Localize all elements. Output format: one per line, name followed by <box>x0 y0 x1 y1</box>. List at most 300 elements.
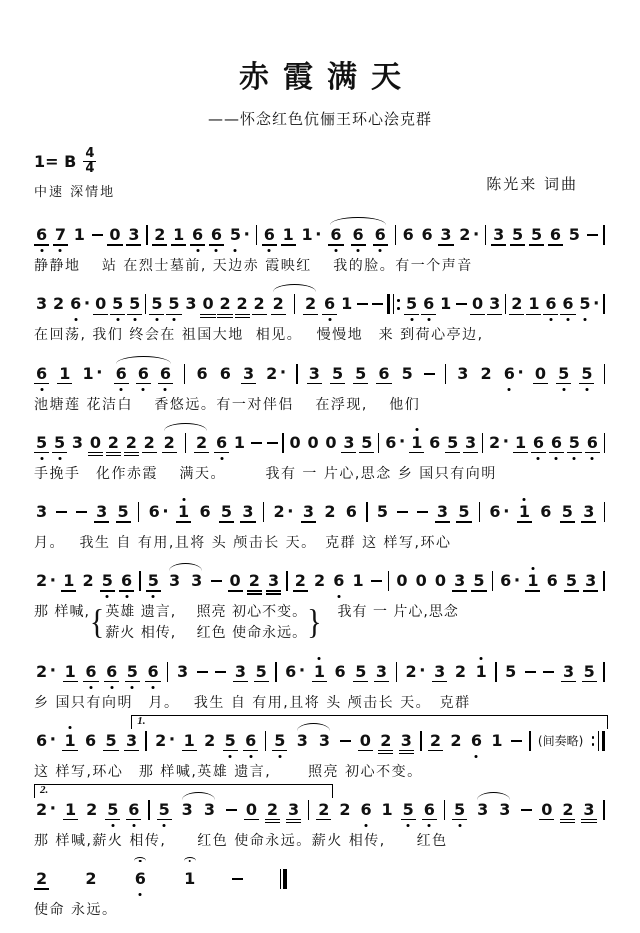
low-octave-dot <box>152 686 155 689</box>
note-digit: 6 <box>148 502 160 522</box>
beam-underline <box>200 314 215 315</box>
note-digit: 6 <box>115 366 128 382</box>
beam-underline <box>539 819 554 820</box>
barline <box>294 294 295 314</box>
time-signature <box>83 147 96 175</box>
tied-note-group <box>113 363 174 383</box>
beam-underline <box>146 590 161 591</box>
note <box>244 730 257 750</box>
note-digit: 1 <box>313 664 326 680</box>
beam-underline <box>126 244 141 245</box>
note-digit: 3 <box>583 502 595 522</box>
beam-underline <box>351 244 366 245</box>
augmentation-dot: · <box>315 224 322 245</box>
barline <box>485 225 486 245</box>
beam-underline <box>330 383 345 384</box>
beam-underline <box>93 314 108 315</box>
low-octave-dot <box>196 249 199 252</box>
beam-underline <box>114 383 129 384</box>
note <box>499 570 521 591</box>
note <box>101 573 114 589</box>
note-digit: 5 <box>376 502 388 522</box>
note <box>35 801 56 818</box>
note-digit: 3 <box>440 225 452 245</box>
note-digit: 3 <box>203 799 215 819</box>
key-tempo-block <box>34 147 115 200</box>
beam-underline <box>581 819 596 820</box>
note-digit: 3 <box>71 432 84 452</box>
duration-dash <box>232 878 243 880</box>
beam-underline <box>241 383 256 384</box>
note-digit: 3 <box>493 225 505 245</box>
low-octave-dot <box>220 457 223 460</box>
low-octave-dot <box>215 249 218 252</box>
note-digit: 3 <box>125 730 138 750</box>
tied-note-group <box>327 227 388 243</box>
note-digit: 0 <box>434 571 447 591</box>
beam-underline <box>404 314 419 315</box>
note <box>203 730 216 750</box>
beam-underline <box>517 521 532 522</box>
note <box>338 799 351 819</box>
note-digit: 2 <box>450 730 462 750</box>
augmentation-dot: · <box>96 363 103 384</box>
beam-underline <box>322 314 337 315</box>
note <box>35 663 56 680</box>
duration-dash <box>340 740 351 742</box>
note <box>294 573 307 589</box>
beam-underline <box>548 244 563 245</box>
note <box>404 663 425 680</box>
score-line <box>34 349 606 414</box>
note-digit: 0 <box>472 294 484 314</box>
note <box>196 363 209 383</box>
note-digit: 6 <box>210 227 223 243</box>
note <box>220 504 233 520</box>
note-digit: 3 <box>477 799 489 819</box>
note <box>143 432 156 452</box>
note-digit: 5 <box>505 661 517 681</box>
beam-underline <box>34 888 49 889</box>
duration-dash <box>56 511 67 513</box>
note-digit: 6 <box>199 502 211 522</box>
score-lines <box>34 210 606 919</box>
note-digit: 0 <box>534 363 547 383</box>
note <box>510 296 523 312</box>
beam-underline <box>513 452 528 453</box>
notation-line <box>34 292 606 316</box>
note <box>453 799 466 819</box>
note-digit: 6 <box>546 571 558 591</box>
barline <box>366 502 367 522</box>
barline <box>308 800 309 820</box>
high-octave-dot <box>69 726 72 729</box>
note-digit: 2 <box>454 661 466 681</box>
score-line <box>34 418 606 483</box>
note <box>511 227 524 243</box>
beam-underline <box>63 681 78 682</box>
note-digit: 5 <box>458 502 470 522</box>
note <box>323 296 336 312</box>
note <box>359 730 372 750</box>
barline <box>139 571 140 591</box>
note-digit: 2 <box>107 435 120 451</box>
barline <box>148 800 149 820</box>
key-signature <box>34 147 115 175</box>
note <box>104 730 117 750</box>
note <box>457 504 470 520</box>
note <box>120 573 133 589</box>
note <box>89 432 102 452</box>
low-octave-dot <box>133 318 136 321</box>
note-digit: 6 <box>191 227 204 243</box>
duration-dash <box>587 234 598 236</box>
note <box>172 227 185 243</box>
beam-underline <box>265 819 280 820</box>
note-digit: 5 <box>473 571 485 591</box>
note <box>476 799 489 819</box>
note <box>313 573 326 589</box>
duration-dash <box>92 234 103 236</box>
note-digit: 2 <box>253 294 265 314</box>
repeat-dots-icon <box>592 736 595 746</box>
note <box>318 730 331 750</box>
note <box>488 434 509 451</box>
note <box>64 799 77 819</box>
note <box>94 296 107 312</box>
note <box>329 227 342 243</box>
tied-note-group <box>166 573 205 589</box>
barline <box>603 571 604 591</box>
note-digit: 3 <box>267 573 280 589</box>
beam-underline <box>254 681 269 682</box>
beam-underline <box>247 590 262 591</box>
volta-bracket <box>131 715 608 729</box>
low-octave-dot <box>549 318 552 321</box>
note <box>498 799 511 819</box>
note <box>125 432 138 452</box>
note-digit: 6 <box>402 225 414 245</box>
note <box>582 799 595 819</box>
note <box>472 573 485 589</box>
note <box>198 504 211 520</box>
score-line <box>34 785 606 850</box>
low-octave-dot <box>410 318 413 321</box>
beam-underline <box>491 244 506 245</box>
repeat-start-barline <box>387 294 401 314</box>
note <box>82 573 95 589</box>
note-digit: 2 <box>85 869 97 889</box>
low-octave-dot <box>40 388 43 391</box>
note <box>146 661 159 681</box>
beam-underline <box>171 244 186 245</box>
note <box>504 661 517 681</box>
note <box>568 432 581 452</box>
note <box>479 363 492 383</box>
beam-underline <box>452 590 467 591</box>
beam-underline <box>176 521 191 522</box>
note <box>234 661 247 681</box>
note <box>422 296 435 312</box>
note-digit: 1 <box>177 504 190 520</box>
note-digit: 6 <box>69 296 82 312</box>
barline <box>145 294 146 314</box>
note-digit: 1 <box>341 294 353 314</box>
tempo-marking: 中速 深情地 <box>34 185 116 201</box>
beam-underline <box>53 244 68 245</box>
note-digit: 2 <box>36 799 48 819</box>
note-digit: 2 <box>314 571 326 591</box>
beam-underline <box>564 590 579 591</box>
note <box>242 363 255 383</box>
note <box>229 573 242 589</box>
note-digit: 2 <box>36 661 48 681</box>
note-digit: 0 <box>245 799 257 819</box>
note <box>126 661 139 681</box>
tie-slur-icon <box>169 563 202 571</box>
note <box>584 573 597 589</box>
note <box>35 227 48 243</box>
note <box>35 296 48 312</box>
note-digit: 6 <box>489 502 501 522</box>
low-octave-dot <box>591 457 594 460</box>
beam-underline <box>328 244 343 245</box>
note <box>323 504 336 520</box>
beam-underline <box>432 681 447 682</box>
augmentation-dot: · <box>398 432 406 453</box>
note <box>586 432 599 452</box>
barline <box>282 433 283 453</box>
notation-line <box>34 867 288 891</box>
note <box>550 432 563 452</box>
duration-dash <box>211 580 222 582</box>
note-digit: 6 <box>127 802 140 818</box>
barline <box>388 571 389 591</box>
beam-underline <box>266 590 281 591</box>
note <box>429 730 442 750</box>
note <box>248 573 261 589</box>
note <box>84 871 97 887</box>
beam-underline <box>107 244 122 245</box>
beam-underline <box>583 590 598 591</box>
note-digit: 5 <box>361 432 373 452</box>
augmentation-dot: · <box>83 293 91 314</box>
close-brace-icon: } <box>307 603 323 642</box>
repeat-dots-icon <box>397 299 400 309</box>
beam-underline <box>88 452 103 453</box>
note <box>490 730 503 750</box>
beam-underline <box>316 819 331 820</box>
low-octave-dot <box>164 388 167 391</box>
note <box>219 363 232 383</box>
notation-line <box>34 569 606 593</box>
beam-underline <box>136 383 151 384</box>
note-digit: 6 <box>550 435 563 451</box>
note-digit: 5 <box>117 502 129 522</box>
note <box>488 501 510 522</box>
lyrics-line: 使命 永远。 <box>34 902 118 919</box>
note <box>439 227 452 243</box>
lyrics-line: 池塘莲 花洁白 香悠远。有一对伴侣 在浮现, 他们 <box>34 396 421 413</box>
low-octave-dot <box>562 388 565 391</box>
beam-underline <box>124 452 139 453</box>
barline <box>603 662 604 682</box>
duration-dash <box>397 511 408 513</box>
beam-underline <box>88 455 103 456</box>
note-digit: 6 <box>549 225 561 245</box>
note <box>191 227 204 243</box>
note-digit: 1 <box>528 294 540 314</box>
beam-underline <box>61 590 76 591</box>
beam-underline <box>581 521 596 522</box>
note-digit: 6 <box>215 435 228 451</box>
note <box>458 224 480 245</box>
beam-underline <box>244 819 259 820</box>
note-digit: 2 <box>266 802 279 818</box>
barline <box>444 800 445 820</box>
note-digit: 3 <box>242 363 255 383</box>
note-digit: 6 <box>35 366 48 382</box>
note <box>359 799 372 819</box>
barline <box>603 225 604 245</box>
augmentation-dot: · <box>49 730 57 751</box>
beam-underline <box>422 819 437 820</box>
note <box>183 730 196 750</box>
notation-line <box>34 729 606 753</box>
duration-dash <box>76 511 87 513</box>
note <box>352 227 365 243</box>
note <box>410 432 423 452</box>
note <box>565 573 578 589</box>
note <box>549 227 562 243</box>
augmentation-dot: · <box>513 570 521 591</box>
note-digit: 6 <box>359 802 372 818</box>
beam-underline <box>556 383 571 384</box>
note-digit: 1 <box>65 799 77 819</box>
beam-underline <box>252 314 267 315</box>
beam-underline <box>116 521 131 522</box>
low-octave-dot <box>365 824 368 827</box>
note-digit: 3 <box>185 294 197 314</box>
low-octave-dot <box>116 318 119 321</box>
note-digit: 6 <box>285 661 297 681</box>
note-digit: 2 <box>273 502 285 522</box>
score-line <box>34 556 606 642</box>
beam-underline <box>529 244 544 245</box>
beam-underline <box>217 314 232 315</box>
beam-underline <box>57 383 72 384</box>
note-digit: 1 <box>63 571 75 591</box>
note <box>282 227 295 243</box>
note-digit: 6 <box>586 435 599 451</box>
beam-underline <box>579 383 594 384</box>
note <box>203 799 216 819</box>
note-digit: 5 <box>568 225 580 245</box>
beam-underline <box>266 593 281 594</box>
note-digit: 5 <box>53 435 66 451</box>
beam-underline <box>83 681 98 682</box>
note <box>345 504 358 520</box>
note <box>492 227 505 243</box>
beam-underline <box>126 819 141 820</box>
note-digit: 6 <box>423 802 436 818</box>
composer-credit: 陈光来 词曲 <box>486 175 578 193</box>
note <box>514 432 527 452</box>
low-octave-dot <box>334 249 337 252</box>
note <box>265 365 286 382</box>
beam-underline <box>378 750 393 751</box>
augmentation-dot: · <box>162 501 169 522</box>
note <box>526 573 539 589</box>
low-octave-dot <box>278 755 281 758</box>
note <box>561 504 574 520</box>
note <box>284 663 305 680</box>
note <box>184 296 197 312</box>
beam-underline <box>378 753 393 754</box>
note-digit: 5 <box>331 363 344 383</box>
low-octave-dot <box>475 755 478 758</box>
note-digit: 2 <box>204 730 216 750</box>
note-digit: 6 <box>374 227 387 243</box>
note-digit: 2 <box>86 799 98 819</box>
note <box>354 661 367 681</box>
note <box>35 732 56 749</box>
note-digit: 2 <box>218 296 231 312</box>
note <box>215 432 228 452</box>
note-digit: 6 <box>120 573 133 589</box>
lyrics-line: 静静地 站 在烈士墓前, 天边赤 霞映红 我的脸。有一个声音 <box>34 258 473 275</box>
note-digit: 5 <box>401 363 413 383</box>
note <box>402 227 415 243</box>
note <box>117 504 130 520</box>
note <box>163 432 176 452</box>
note-digit: 2 <box>272 294 284 314</box>
note <box>176 661 189 681</box>
fermata-icon <box>184 857 196 865</box>
note-digit: 1 <box>173 225 185 245</box>
low-octave-dot <box>229 755 232 758</box>
note <box>137 363 150 383</box>
note-digit: 5 <box>568 435 581 451</box>
note-digit: 5 <box>126 664 139 680</box>
barline <box>479 502 480 522</box>
note-digit: 6 <box>500 571 512 591</box>
beam-underline <box>567 452 582 453</box>
augmentation-dot: · <box>517 363 524 384</box>
beam-underline <box>525 590 540 591</box>
lyrics-line: 月。 我生 自 有用,且将 头 颅击长 天。 克群 这 样写,环心 <box>34 535 452 552</box>
note-digit: 6 <box>84 730 97 750</box>
note-digit: 5 <box>147 573 160 589</box>
note <box>107 432 120 452</box>
note <box>308 363 321 383</box>
high-octave-dot <box>523 498 526 501</box>
note-digit: 6 <box>429 432 441 452</box>
score-line <box>34 716 606 781</box>
beam-underline <box>233 681 248 682</box>
note <box>63 730 76 750</box>
note-digit: 5 <box>355 363 367 383</box>
note-digit: 3 <box>375 661 388 681</box>
note-digit: 6 <box>544 296 557 312</box>
note <box>376 504 389 520</box>
beam-underline <box>421 314 436 315</box>
duration-dash <box>197 671 208 673</box>
beam-underline <box>281 244 296 245</box>
note <box>81 365 102 382</box>
beam-underline <box>312 681 327 682</box>
note <box>539 504 552 520</box>
